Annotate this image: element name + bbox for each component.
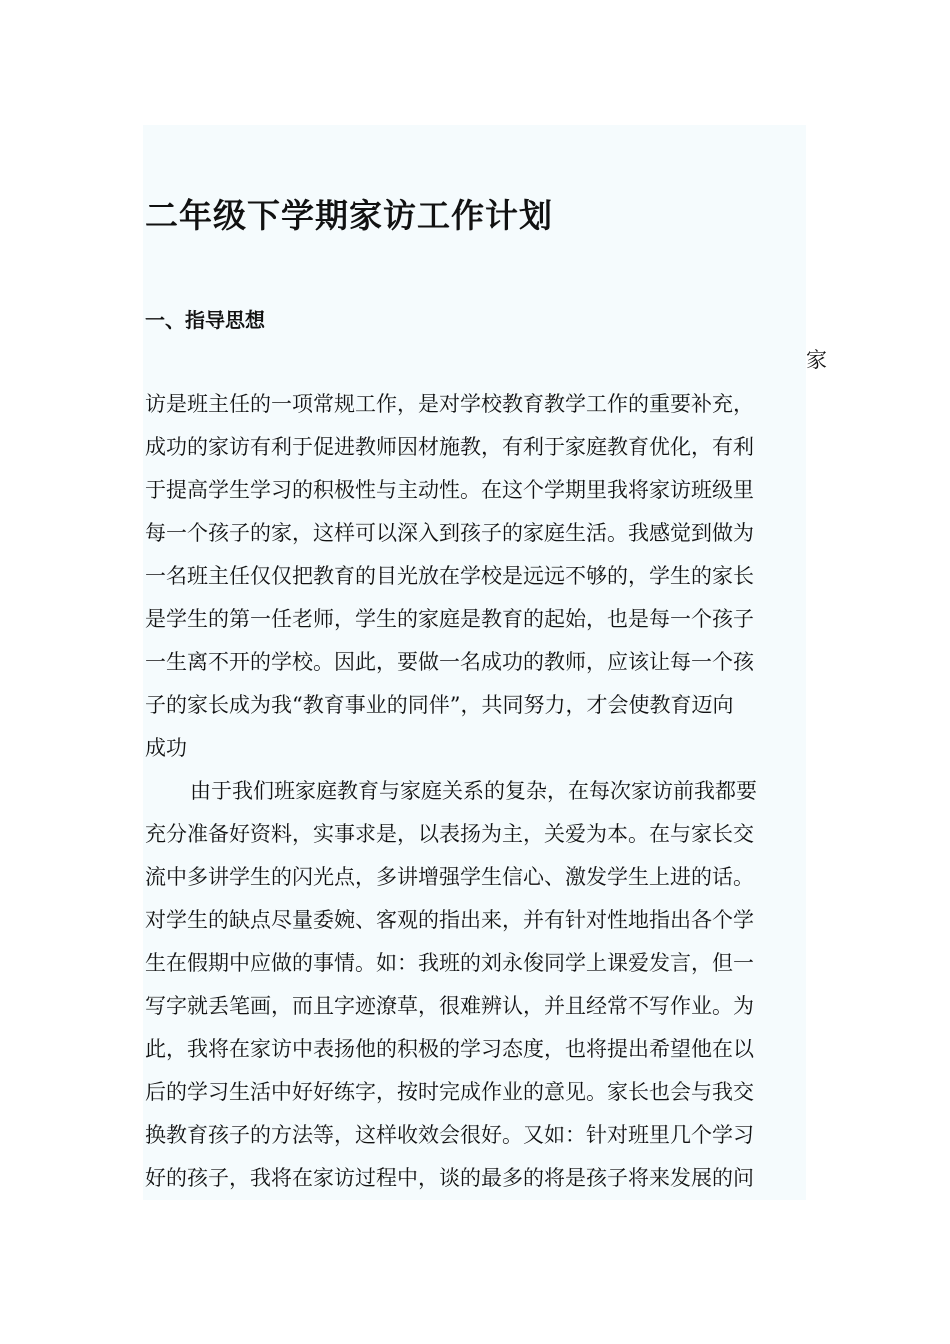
paragraph2-line: 流中多讲学生的闪光点，多讲增强学生信心、激发学生上进的话。 bbox=[145, 865, 754, 889]
paragraph1-line: 子的家长成为我“教育事业的同伴”，共同努力，才会使教育迈向 bbox=[145, 693, 734, 717]
paragraph2-line: 生在假期中应做的事情。如：我班的刘永俊同学上课爱发言，但一 bbox=[145, 951, 754, 975]
paragraph2-line: 换教育孩子的方法等，这样收效会很好。又如：针对班里几个学习 bbox=[145, 1123, 754, 1147]
paragraph1-line: 成功 bbox=[145, 736, 187, 760]
paragraph1-line: 是学生的第一任老师，学生的家庭是教育的起始，也是每一个孩子 bbox=[145, 607, 754, 631]
paragraph1-line: 于提高学生学习的积极性与主动性。在这个学期里我将家访班级里 bbox=[145, 478, 754, 502]
paragraph1-line: 每一个孩子的家，这样可以深入到孩子的家庭生活。我感觉到做为 bbox=[145, 521, 754, 545]
section-heading: 一、指导思想 bbox=[145, 308, 265, 332]
paragraph2-line: 充分准备好资料，实事求是，以表扬为主，关爱为本。在与家长交 bbox=[145, 822, 754, 846]
paragraph2-line: 由于我们班家庭教育与家庭关系的复杂，在每次家访前我都要 bbox=[190, 779, 757, 803]
paragraph2-line: 好的孩子，我将在家访过程中，谈的最多的将是孩子将来发展的问 bbox=[145, 1166, 754, 1190]
paragraph1-line: 一名班主任仅仅把教育的目光放在学校是远远不够的，学生的家长 bbox=[145, 564, 754, 588]
paragraph1-line: 成功的家访有利于促进教师因材施教，有利于家庭教育优化，有利 bbox=[145, 435, 754, 459]
paragraph1-line: 一生离不开的学校。因此，要做一名成功的教师，应该让每一个孩 bbox=[145, 650, 754, 674]
paragraph1-lead-char: 家 bbox=[806, 348, 827, 372]
document-title: 二年级下学期家访工作计划 bbox=[145, 196, 553, 235]
paragraph2-line: 对学生的缺点尽量委婉、客观的指出来，并有针对性地指出各个学 bbox=[145, 908, 754, 932]
paragraph1-line: 访是班主任的一项常规工作，是对学校教育教学工作的重要补充， bbox=[145, 392, 754, 416]
paragraph2-line: 后的学习生活中好好练字，按时完成作业的意见。家长也会与我交 bbox=[145, 1080, 754, 1104]
paragraph2-line: 写字就丢笔画，而且字迹潦草，很难辨认，并且经常不写作业。为 bbox=[145, 994, 754, 1018]
paragraph2-line: 此，我将在家访中表扬他的积极的学习态度，也将提出希望他在以 bbox=[145, 1037, 754, 1061]
